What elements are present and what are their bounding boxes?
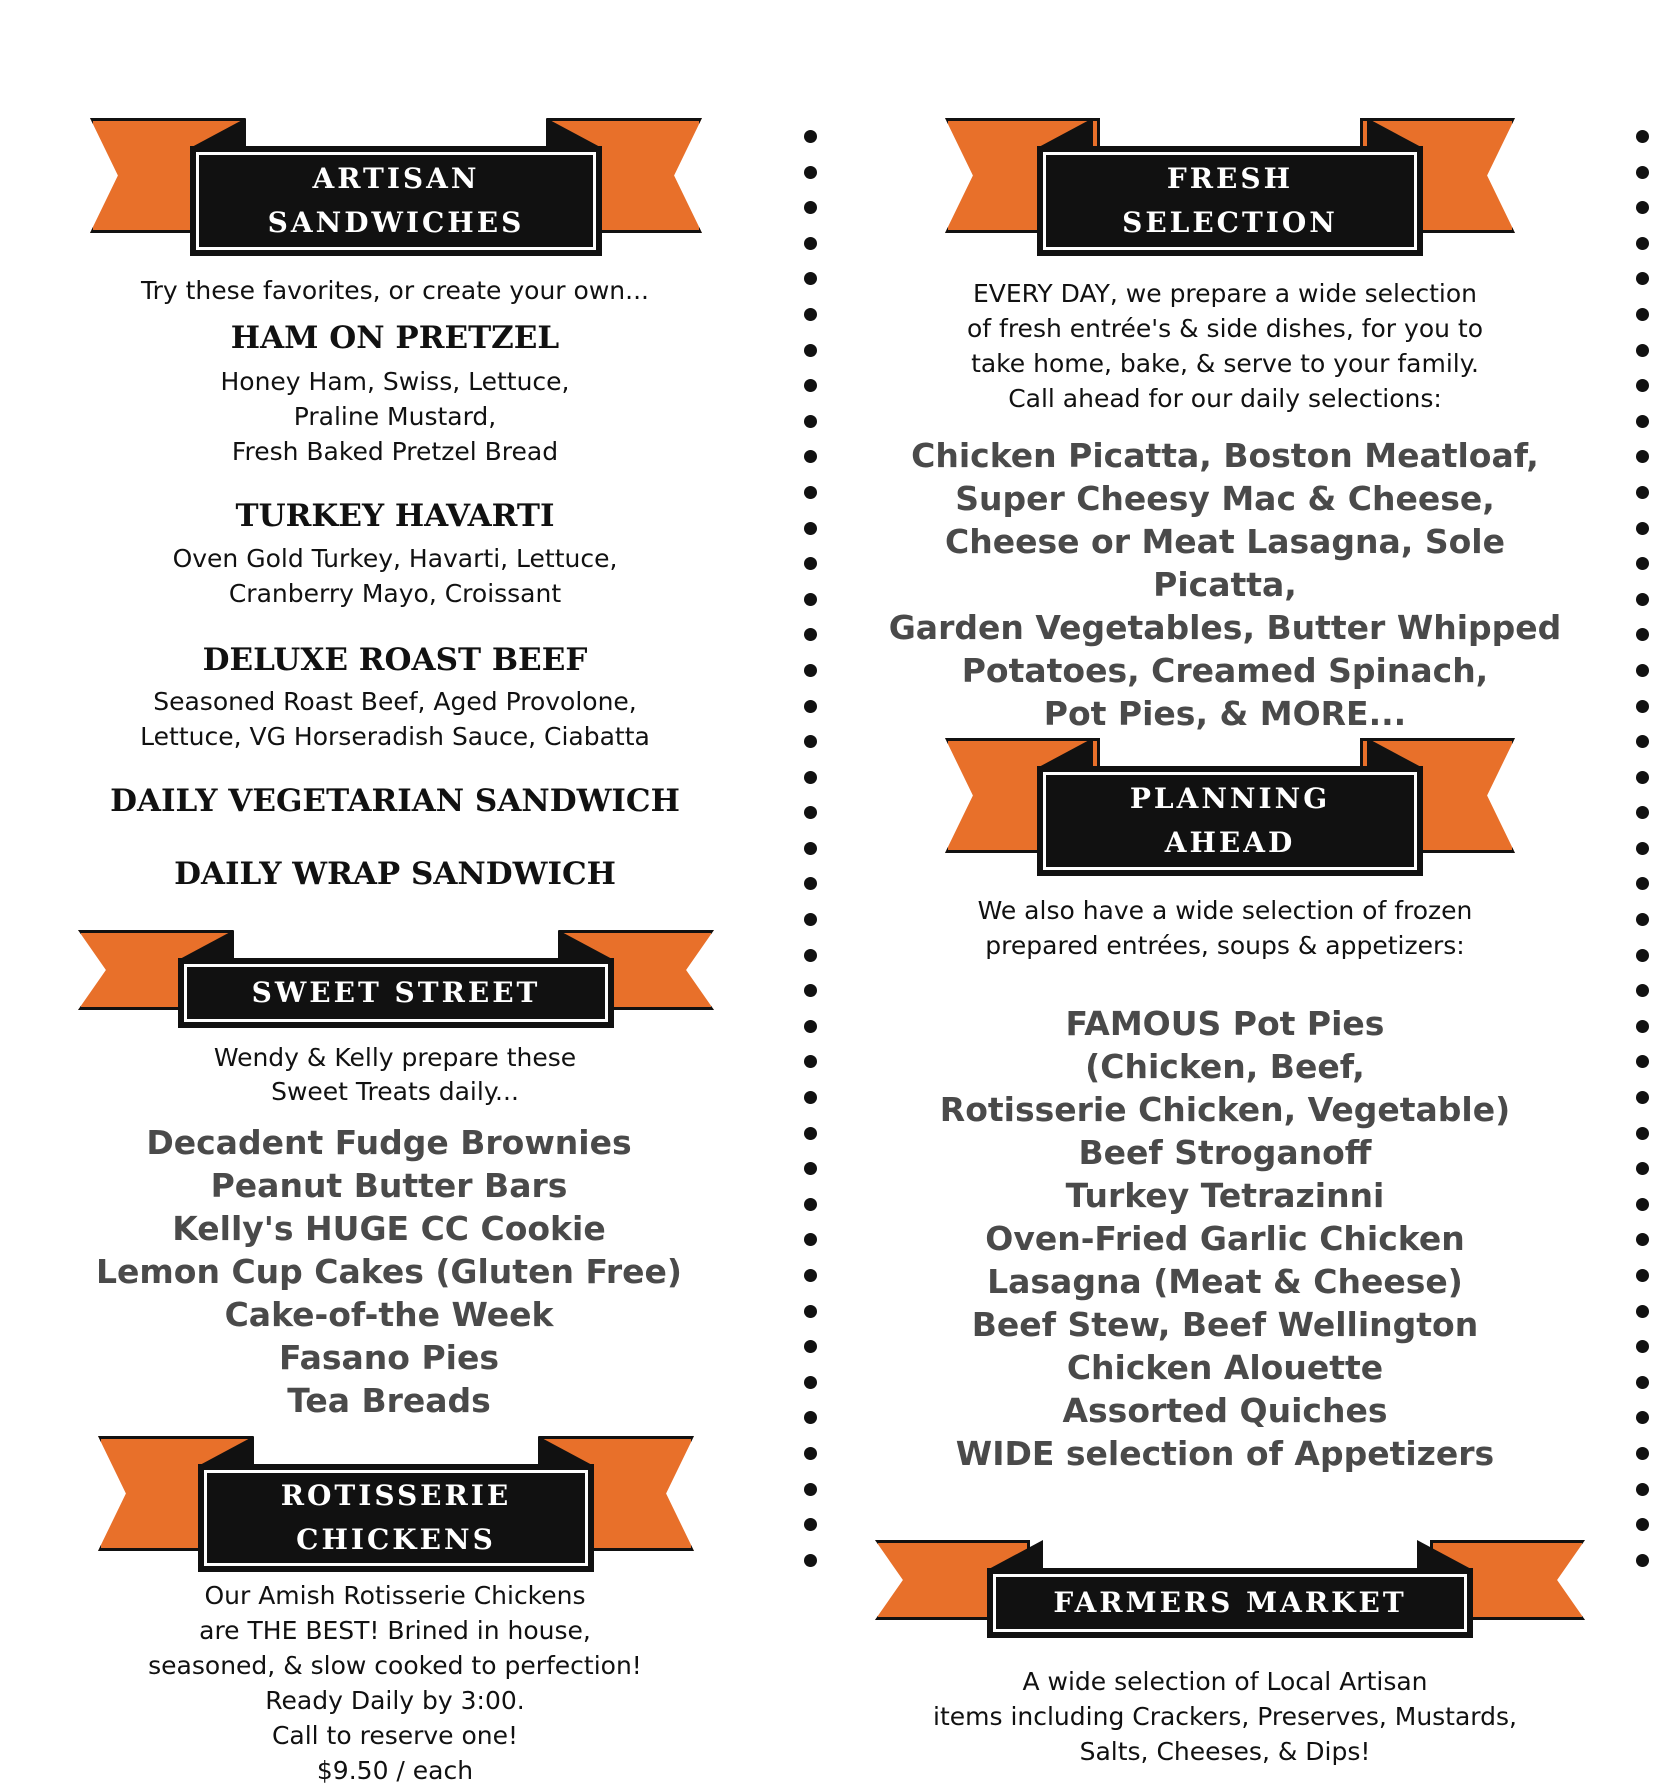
banner-title: FRESH SELECTION — [1122, 162, 1338, 239]
list-item: Garden Vegetables, Butter Whipped — [888, 608, 1562, 647]
divider-dot — [1636, 949, 1649, 962]
fresh-selection-list — [870, 434, 1580, 735]
divider-dot — [1636, 272, 1649, 285]
fresh-selection-banner — [945, 118, 1515, 268]
artisan-intro: Try these favorites, or create your own... — [141, 276, 649, 305]
item-desc-deluxe-roast-beef: Seasoned Roast Beef, Aged Provolone, Lettuce, VG Horseradish Sauce, Ciabatta — [140, 687, 650, 751]
divider-dot — [804, 593, 817, 606]
divider-dot — [804, 201, 817, 214]
list-item: Super Cheesy Mac & Cheese, — [955, 479, 1495, 518]
divider-dot — [1636, 415, 1649, 428]
divider-dot — [1636, 700, 1649, 713]
divider-dot — [1636, 344, 1649, 357]
divider-dot — [1636, 1198, 1649, 1211]
divider-dot — [1636, 1411, 1649, 1424]
divider-dot — [1636, 1447, 1649, 1460]
divider-dot — [1636, 1162, 1649, 1175]
list-item: Lasagna (Meat & Cheese) — [987, 1262, 1463, 1301]
divider-dot — [1636, 1233, 1649, 1246]
divider-dot — [1636, 1269, 1649, 1282]
rotisserie-price: $9.50 / each — [316, 1756, 474, 1785]
item-title-daily-vegetarian: DAILY VEGETARIAN SANDWICH — [110, 783, 680, 819]
divider-dot — [1636, 842, 1649, 855]
divider-dot — [804, 628, 817, 641]
divider-dot — [804, 1376, 817, 1389]
divider-dot — [804, 308, 817, 321]
sweet-treats-list — [64, 1121, 714, 1422]
divider-dot — [1636, 628, 1649, 641]
item-title-deluxe-roast-beef: DELUXE ROAST BEEF — [202, 642, 588, 678]
divider-dot — [1636, 877, 1649, 890]
divider-dot — [1636, 522, 1649, 535]
artisan-sandwiches-banner — [90, 118, 702, 268]
divider-dot — [804, 1091, 817, 1104]
divider-dot — [1636, 130, 1649, 143]
list-item: Beef Stroganoff — [1078, 1133, 1372, 1172]
divider-dot — [1636, 1518, 1649, 1531]
divider-dot — [1636, 1055, 1649, 1068]
divider-dot — [1636, 771, 1649, 784]
list-item: Lemon Cup Cakes (Gluten Free) — [96, 1252, 682, 1291]
divider-dot — [804, 1198, 817, 1211]
divider-dot — [804, 842, 817, 855]
item-title-turkey-havarti: TURKEY HAVARTI — [235, 498, 555, 534]
banner-title: ARTISAN SANDWICHES — [267, 162, 525, 239]
farmers-market-description: A wide selection of Local Artisan items including Crackers, Preserves, Mustards, Salts, Cheeses, & Dips! — [933, 1667, 1517, 1766]
divider-dot — [804, 166, 817, 179]
divider-dot — [1636, 237, 1649, 250]
item-title-daily-wrap: DAILY WRAP SANDWICH — [174, 856, 616, 892]
list-item: Kelly's HUGE CC Cookie — [172, 1209, 606, 1248]
divider-dot — [804, 1305, 817, 1318]
divider-dot — [1636, 1091, 1649, 1104]
list-item: Rotisserie Chicken, Vegetable) — [939, 1090, 1511, 1129]
divider-dot — [1636, 664, 1649, 677]
planning-ahead-list — [870, 1002, 1580, 1475]
divider-dot — [804, 664, 817, 677]
divider-dot — [1636, 913, 1649, 926]
list-item: Peanut Butter Bars — [210, 1166, 568, 1205]
list-item: Beef Stew, Beef Wellington — [971, 1305, 1479, 1344]
list-item: Assorted Quiches — [1062, 1391, 1388, 1430]
divider-dot — [1636, 166, 1649, 179]
list-item: Chicken Alouette — [1066, 1348, 1384, 1387]
divider-dot — [804, 1554, 817, 1567]
divider-dot — [804, 1483, 817, 1496]
divider-dot — [1636, 450, 1649, 463]
planning-ahead-banner — [945, 738, 1515, 888]
divider-dot — [804, 1269, 817, 1282]
divider-dot — [1636, 201, 1649, 214]
list-item: (Chicken, Beef, — [1085, 1047, 1365, 1086]
divider-dot — [804, 877, 817, 890]
divider-dot — [804, 913, 817, 926]
item-desc-ham-on-pretzel: Honey Ham, Swiss, Lettuce, Praline Mustard, Fresh Baked Pretzel Bread — [220, 367, 570, 466]
divider-dot — [804, 1127, 817, 1140]
banner-title: PLANNING AHEAD — [1129, 782, 1331, 859]
divider-dot — [804, 1411, 817, 1424]
sweet-intro: Wendy & Kelly prepare these Sweet Treats daily... — [213, 1043, 577, 1106]
divider-dot — [804, 984, 817, 997]
list-item: Cake-of-the Week — [224, 1295, 554, 1334]
divider-dot — [1636, 984, 1649, 997]
divider-dot — [804, 700, 817, 713]
list-item: Tea Breads — [287, 1381, 491, 1420]
divider-dot — [1636, 557, 1649, 570]
planning-intro: We also have a wide selection of frozen prepared entrées, soups & appetizers: — [977, 896, 1473, 960]
dotted-divider-center — [804, 130, 818, 1567]
divider-dot — [804, 415, 817, 428]
list-item: Fasano Pies — [279, 1338, 499, 1377]
divider-dot — [804, 522, 817, 535]
item-desc-turkey-havarti: Oven Gold Turkey, Havarti, Lettuce, Cranberry Mayo, Croissant — [172, 544, 618, 608]
divider-dot — [804, 1162, 817, 1175]
divider-dot — [1636, 735, 1649, 748]
banner-title: FARMERS MARKET — [1053, 1586, 1407, 1619]
list-item: Cheese or Meat Lasagna, Sole Picatta, — [945, 522, 1505, 604]
list-item: Turkey Tetrazinni — [1065, 1176, 1385, 1215]
divider-dot — [804, 1340, 817, 1353]
divider-dot — [804, 237, 817, 250]
list-item: Oven-Fried Garlic Chicken — [985, 1219, 1465, 1258]
item-title-ham-on-pretzel: HAM ON PRETZEL — [230, 320, 560, 356]
divider-dot — [804, 486, 817, 499]
divider-dot — [1636, 308, 1649, 321]
dotted-divider-right — [1636, 130, 1650, 1567]
list-item: Potatoes, Creamed Spinach, — [961, 651, 1489, 690]
divider-dot — [1636, 1554, 1649, 1567]
divider-dot — [804, 1518, 817, 1531]
banner-title: SWEET STREET — [251, 976, 541, 1009]
divider-dot — [1636, 593, 1649, 606]
divider-dot — [1636, 1340, 1649, 1353]
divider-dot — [804, 949, 817, 962]
divider-dot — [1636, 379, 1649, 392]
divider-dot — [804, 379, 817, 392]
divider-dot — [1636, 1020, 1649, 1033]
banner-title: ROTISSERIE CHICKENS — [280, 1479, 512, 1556]
list-item: WIDE selection of Appetizers — [955, 1434, 1495, 1473]
divider-dot — [1636, 1483, 1649, 1496]
divider-dot — [804, 557, 817, 570]
divider-dot — [1636, 1127, 1649, 1140]
divider-dot — [804, 1447, 817, 1460]
list-item: FAMOUS Pot Pies — [1065, 1004, 1385, 1043]
rotisserie-chickens-banner — [98, 1436, 694, 1586]
divider-dot — [1636, 486, 1649, 499]
divider-dot — [804, 1233, 817, 1246]
divider-dot — [1636, 806, 1649, 819]
divider-dot — [804, 344, 817, 357]
divider-dot — [804, 130, 817, 143]
fresh-intro: EVERY DAY, we prepare a wide selection of fresh entrée's & side dishes, for you to take home, bake, & serve to your family. Call ahead for our daily selections: — [966, 279, 1484, 413]
divider-dot — [804, 806, 817, 819]
divider-dot — [804, 450, 817, 463]
divider-dot — [1636, 1305, 1649, 1318]
list-item: Decadent Fudge Brownies — [146, 1123, 632, 1162]
list-item: Chicken Picatta, Boston Meatloaf, — [911, 436, 1539, 475]
rotisserie-description: Our Amish Rotisserie Chickens are THE BEST! Brined in house, seasoned, & slow cooked to perfection! Ready Daily by 3:00. Call to reserve one! $9.50 / each — [70, 1578, 720, 1788]
divider-dot — [804, 771, 817, 784]
divider-dot — [1636, 1376, 1649, 1389]
divider-dot — [804, 272, 817, 285]
list-item: Pot Pies, & MORE... — [1043, 694, 1407, 733]
divider-dot — [804, 1055, 817, 1068]
divider-dot — [804, 735, 817, 748]
divider-dot — [804, 1020, 817, 1033]
